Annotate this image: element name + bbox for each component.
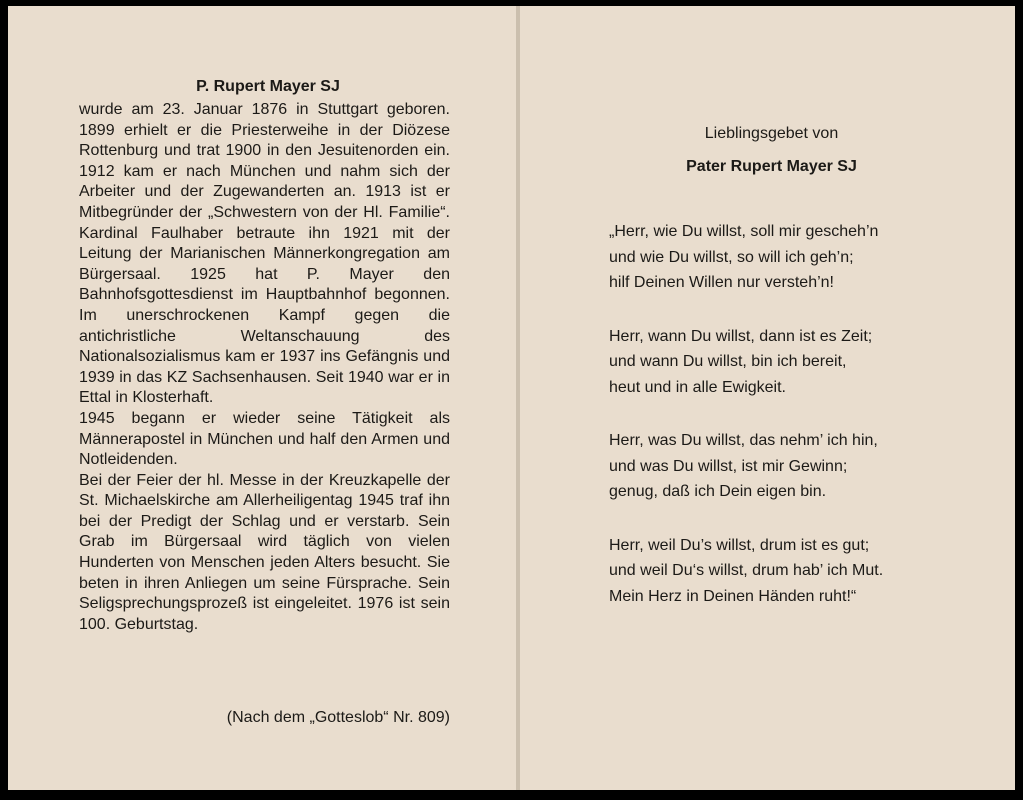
prayer-line: Herr, weil Du’s willst, drum ist es gut; <box>609 536 870 554</box>
left-page <box>8 6 516 790</box>
biography-paragraph-3: Bei der Feier der hl. Messe in der Kreuzkapelle der St. Michaelskirche am Allerheiligentag 1945 traf ihn bei der Predigt der Schlag und er verstarb. Sein Grab im Bürgersaal wird täglich von vielen Hunderten von Menschen jeden Alters besucht. Sie beten in ihren Anliegen um seine Fürsprache. Sein Seligsprechungsprozeß ist eingeleitet. 1976 ist sein 100. Geburtstag. <box>79 471 450 633</box>
prayer-line: Herr, was Du willst, das nehm’ ich hin, <box>609 432 878 449</box>
prayer-line: und was Du willst, ist mir Gewinn; <box>609 457 848 475</box>
prayer-text <box>609 219 1009 637</box>
prayer-line: und wann Du willst, bin ich bereit, <box>609 353 847 370</box>
source-citation: (Nach dem „Gotteslob“ Nr. 809) <box>226 709 450 726</box>
prayer-intro: Lieblingsgebet von <box>704 125 839 142</box>
biography-title: P. Rupert Mayer SJ <box>196 78 340 95</box>
prayer-line: und weil Du‘s willst, drum hab’ ich Mut. <box>609 562 884 579</box>
right-page <box>520 6 1015 790</box>
prayer-line: Mein Herz in Deinen Händen ruht!“ <box>609 587 857 605</box>
prayer-stanza <box>609 428 1009 505</box>
prayer-line: hilf Deinen Willen nur versteh’n! <box>609 274 834 291</box>
prayer-stanza <box>609 324 1009 401</box>
prayer-line: Herr, wann Du willst, dann ist es Zeit; <box>609 327 873 345</box>
prayer-stanza <box>609 219 1009 296</box>
biography-paragraph-2: 1945 begann er wieder seine Tätigkeit als Männerapostel in München und half den Armen und Notleidenden. <box>79 409 450 469</box>
biography-paragraph-1: wurde am 23. Januar 1876 in Stuttgart geboren. 1899 erhielt er die Priesterweihe in der Diözese Rottenburg und trat 1900 in den Jesuitenorden ein. 1912 kam er nach München und nahm sich der Arbeiter und der Zugewanderten an. 1913 ist er Mitbegründer der „Schwestern von der Hl. Familie“. Kardinal Faulhaber betraute ihn 1921 mit der Leitung der Marianischen Männerkongregation am Bürgersaal. 1925 hat P. Mayer den Bahnhofsgottesdienst im Hauptbahnhof begonnen. Im unerschrockenen Kampf gegen die antichristliche Weltanschauung des Nationalsozialismus kam er 1937 ins Gefängnis und 1939 in das KZ Sachsenhausen. Seit 1940 war er in Ettal in Klosterhaft. <box>79 101 450 407</box>
prayer-line: heut und in alle Ewigkeit. <box>609 378 786 396</box>
prayer-title: Pater Rupert Mayer SJ <box>686 158 857 175</box>
biography-text <box>79 100 450 635</box>
prayer-line: genug, daß ich Dein eigen bin. <box>609 483 827 500</box>
prayer-line: und wie Du willst, so will ich geh’n; <box>609 248 854 266</box>
prayer-line: „Herr, wie Du willst, soll mir gescheh’n <box>609 223 879 240</box>
prayer-stanza <box>609 533 1009 610</box>
